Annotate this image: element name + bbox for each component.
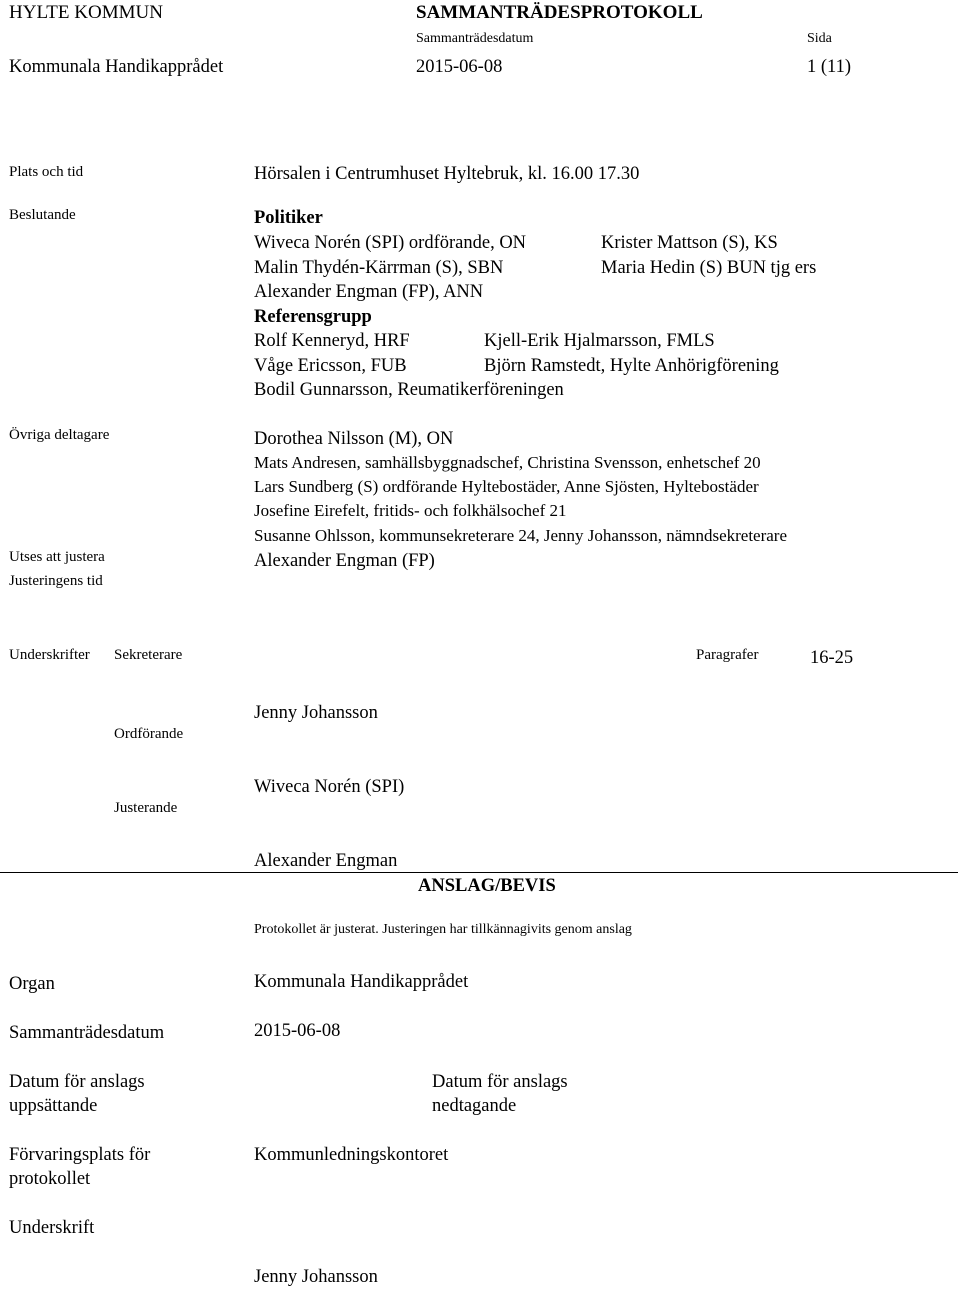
- politiker-member: Alexander Engman (FP), ANN: [254, 282, 484, 302]
- secretary-name: Jenny Johansson: [254, 703, 378, 723]
- politiker-member: Maria Hedin (S) BUN tjg ers: [601, 258, 817, 278]
- chair-name: Wiveca Norén (SPI): [254, 777, 405, 797]
- paragraphs-value: 16-25: [810, 648, 854, 668]
- other-participant: Mats Andresen, samhällsbyggnadschef, Christina Svensson, enhetschef 20: [254, 453, 761, 472]
- secretary-label: Sekreterare: [114, 647, 183, 663]
- paragraphs-label: Paragrafer: [696, 647, 759, 663]
- signature-name: Jenny Johansson: [254, 1267, 378, 1287]
- storage-label-line2: protokollet: [9, 1169, 91, 1189]
- adjust-time-label: Justeringens tid: [9, 573, 103, 589]
- referens-heading: Referensgrupp: [254, 307, 372, 327]
- date-label: Sammanträdesdatum: [416, 31, 534, 46]
- others-label: Övriga deltagare: [9, 427, 110, 443]
- place-label: Plats och tid: [9, 164, 84, 180]
- document-type: SAMMANTRÄDESPROTOKOLL: [416, 2, 703, 23]
- committee-name: Kommunala Handikapprådet: [9, 57, 224, 77]
- adjuster-name: Alexander Engman: [254, 851, 398, 871]
- referens-member: Björn Ramstedt, Hylte Anhörigförening: [484, 356, 779, 376]
- removed-label-line2: nedtagande: [432, 1096, 517, 1116]
- politiker-heading: Politiker: [254, 208, 323, 228]
- page-number: 1 (11): [807, 57, 852, 77]
- chair-label: Ordförande: [114, 726, 184, 742]
- place-value: Hörsalen i Centrumhuset Hyltebruk, kl. 16.00 17.30: [254, 164, 640, 184]
- storage-value: Kommunledningskontoret: [254, 1145, 449, 1165]
- politiker-member: Krister Mattson (S), KS: [601, 233, 778, 253]
- referens-member: Kjell-Erik Hjalmarsson, FMLS: [484, 331, 715, 351]
- posted-label: Datum för anslags: [9, 1072, 145, 1092]
- meeting-date: 2015-06-08: [416, 57, 503, 77]
- adjuster-label: Justerande: [114, 800, 178, 816]
- referens-member: Våge Ericsson, FUB: [254, 356, 407, 376]
- section-divider: [0, 872, 958, 873]
- page-label: Sida: [807, 31, 832, 46]
- organ-label: Organ: [9, 974, 55, 994]
- notice-title: ANSLAG/BEVIS: [418, 876, 556, 896]
- other-participant: Josefine Eirefelt, fritids- och folkhälsochef 21: [254, 501, 567, 520]
- removed-label: Datum för anslags: [432, 1072, 568, 1092]
- other-participant: Lars Sundberg (S) ordförande Hyltebostäder, Anne Sjösten, Hyltebostäder: [254, 477, 759, 496]
- adjust-value: Alexander Engman (FP): [254, 551, 435, 571]
- notice-date-label: Sammanträdesdatum: [9, 1023, 165, 1043]
- notice-date-value: 2015-06-08: [254, 1021, 341, 1041]
- signature-label: Underskrift: [9, 1218, 95, 1238]
- politiker-member: Wiveca Norén (SPI) ordförande, ON: [254, 233, 527, 253]
- politiker-member: Malin Thydén-Kärrman (S), SBN: [254, 258, 504, 278]
- referens-member: Bodil Gunnarsson, Reumatikerföreningen: [254, 380, 564, 400]
- referens-member: Rolf Kenneryd, HRF: [254, 331, 410, 351]
- signatures-label: Underskrifter: [9, 647, 90, 663]
- organ-value: Kommunala Handikapprådet: [254, 972, 469, 992]
- deciding-label: Beslutande: [9, 207, 76, 223]
- municipality-name: HYLTE KOMMUN: [9, 2, 163, 23]
- notice-statement: Protokollet är justerat. Justeringen har tillkännagivits genom anslag: [254, 922, 632, 937]
- posted-label-line2: uppsättande: [9, 1096, 98, 1116]
- other-participant: Dorothea Nilsson (M), ON: [254, 429, 454, 449]
- adjust-label: Utses att justera: [9, 549, 105, 565]
- other-participant: Susanne Ohlsson, kommunsekreterare 24, Jenny Johansson, nämndsekreterare: [254, 526, 788, 545]
- storage-label: Förvaringsplats för: [9, 1145, 151, 1165]
